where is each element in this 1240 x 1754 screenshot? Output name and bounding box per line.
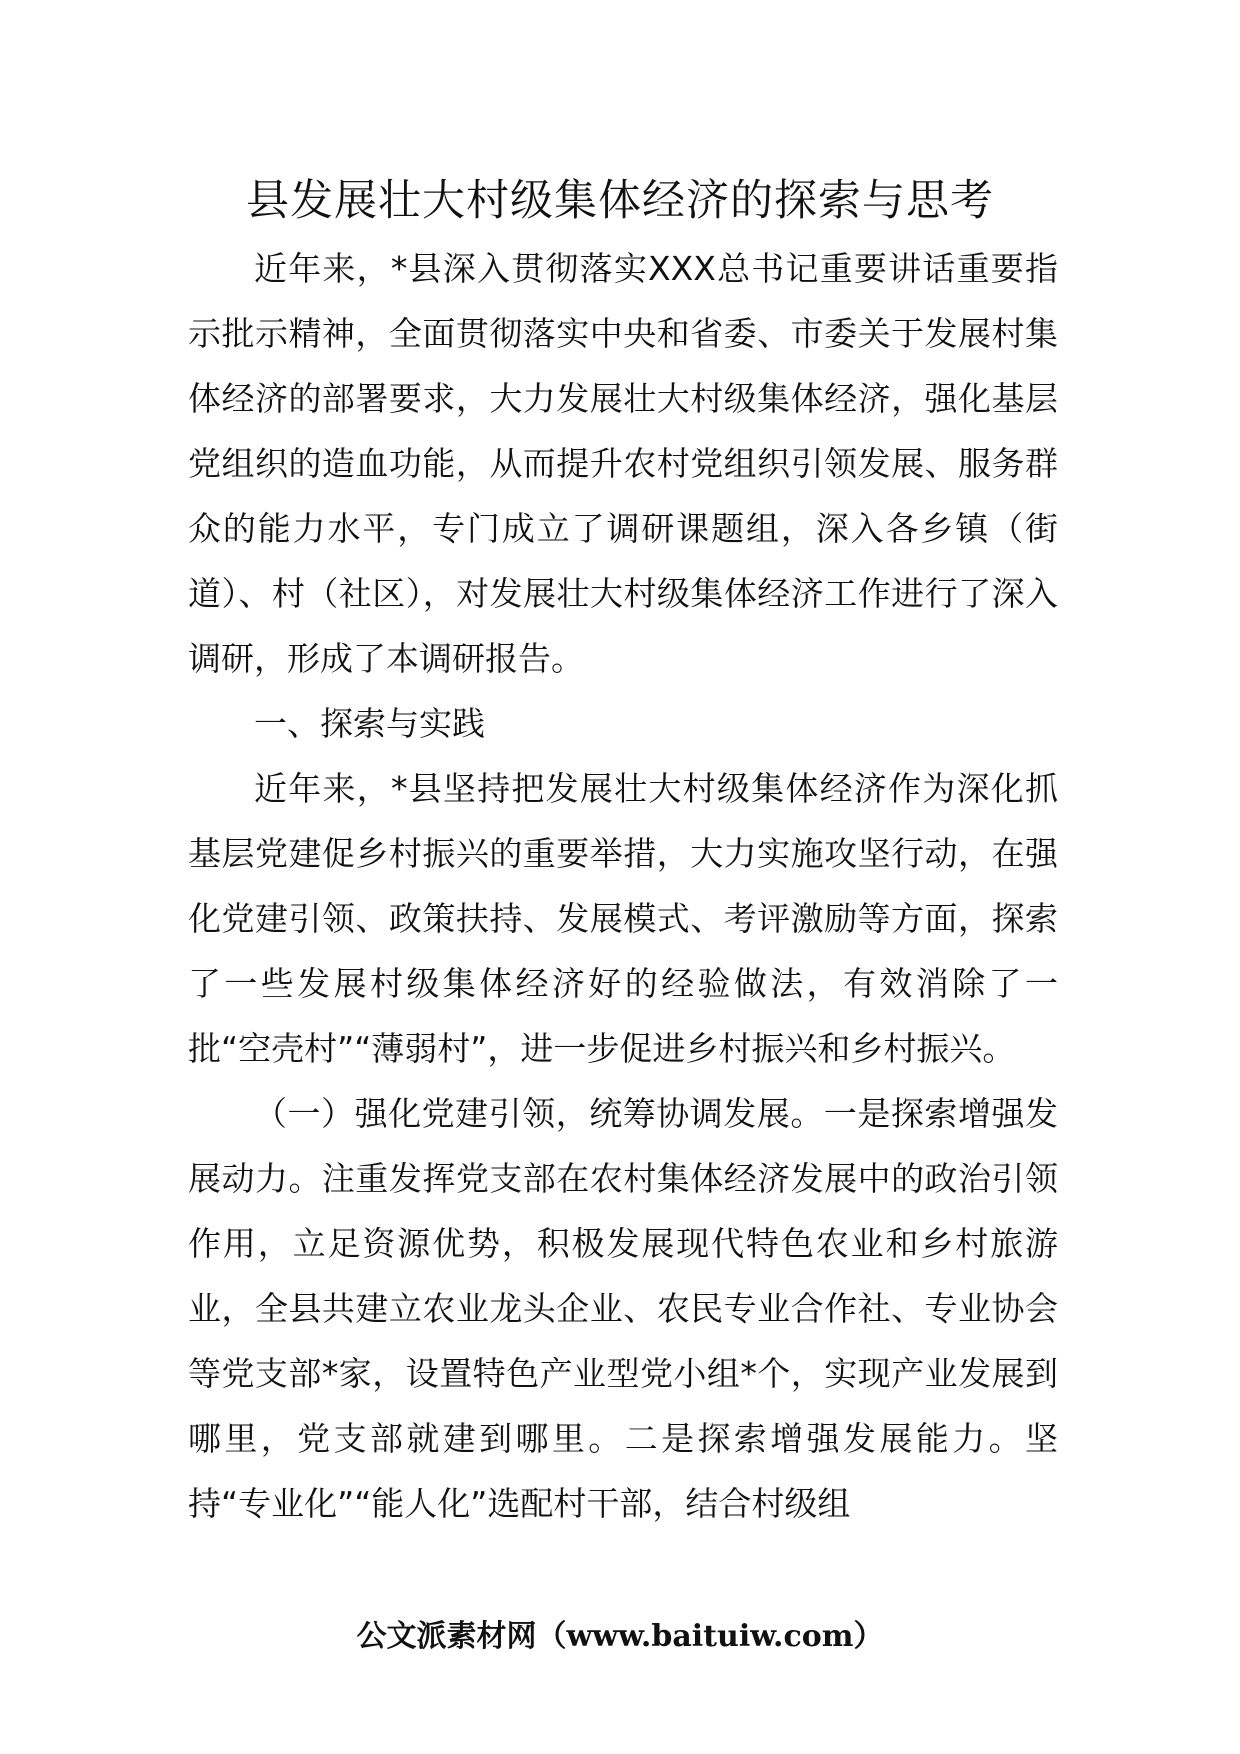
document-body [188,236,1058,1536]
footer-watermark: 公文派素材网（www.baituiw.com） [356,1619,884,1654]
intro-paragraph: 近年来，*县深入贯彻落实XXX总书记重要讲话重要指示批示精神，全面贯彻落实中央和省委、市委关于发展村集体经济的部署要求，大力发展壮大村级集体经济，强化基层党组织的造血功能，从而提升农村党组织引领发展、服务群众的能力水平，专门成立了调研课题组，深入各乡镇（街道）、村（社区），对发展壮大村级集体经济工作进行了深入调研，形成了本调研报告。 [188,249,1058,678]
subsection-1-paragraph: （一）强化党建引领，统筹协调发展。一是探索增强发展动力。注重发挥党支部在农村集体经济发展中的政治引领作用，立足资源优势，积极发展现代特色农业和乡村旅游业，全县共建立农业龙头企业、农民专业合作社、专业协会等党支部*家，设置特色产业型党小组*个，实现产业发展到哪里，党支部就建到哪里。二是探索增强发展能力。坚持“专业化”“能人化”选配村干部，结合村级组 [188,1094,1058,1523]
document-title: 县发展壮大村级集体经济的探索与思考 [246,176,994,226]
section-1-paragraph: 近年来，*县坚持把发展壮大村级集体经济作为深化抓基层党建促乡村振兴的重要举措，大力实施攻坚行动，在强化党建引领、政策扶持、发展模式、考评激励等方面，探索了一些发展村级集体经济好的经验做法，有效消除了一批“空壳村”“薄弱村”，进一步促进乡村振兴和乡村振兴。 [188,769,1058,1068]
section-heading-1: 一、探索与实践 [254,704,485,743]
